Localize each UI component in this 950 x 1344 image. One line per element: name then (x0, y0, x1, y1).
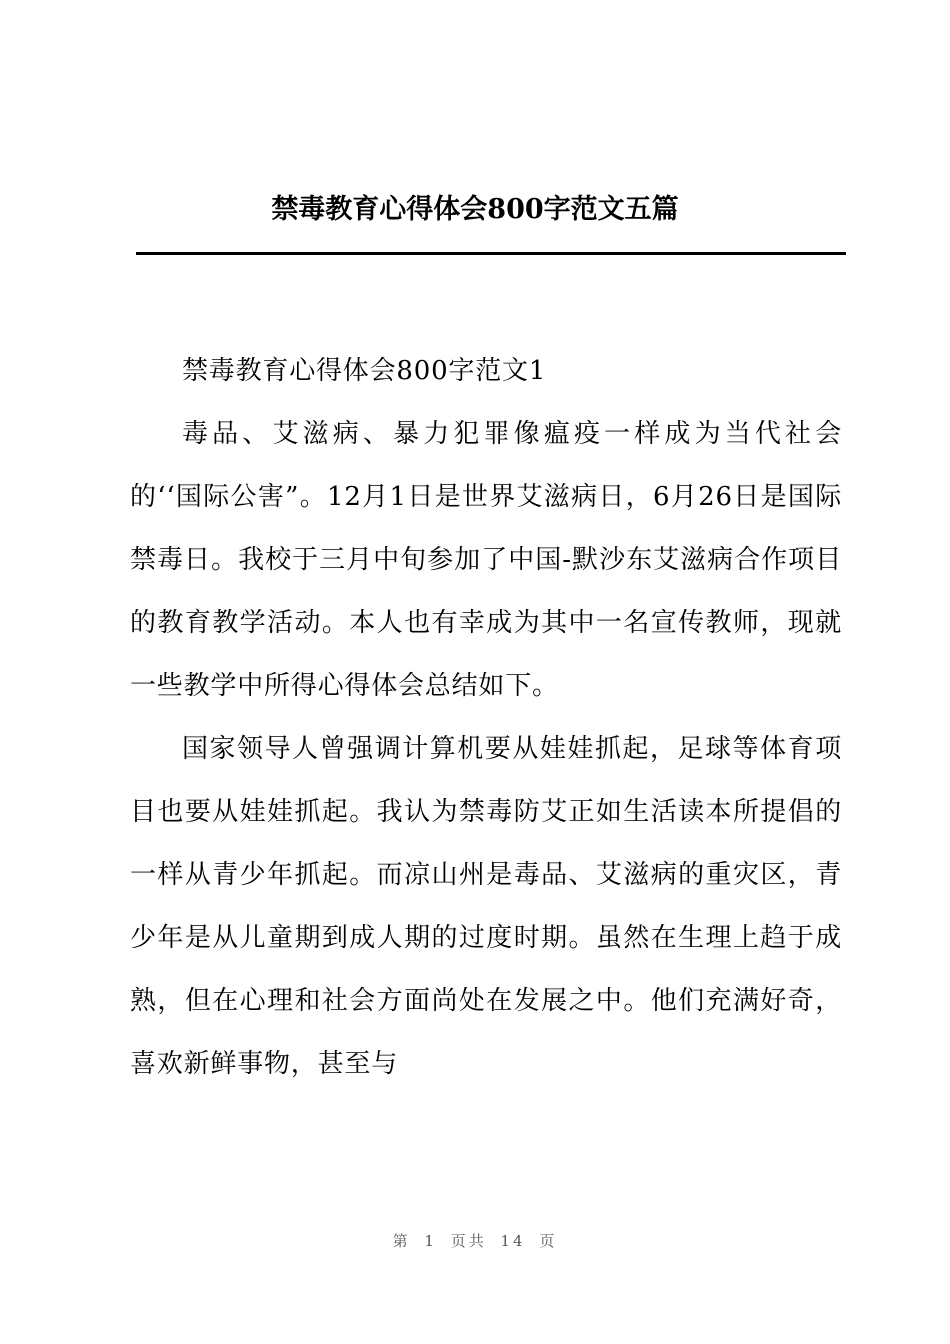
article-body (130, 340, 842, 1096)
page-number-footer: 第 1 页共 14 页 (392, 1232, 558, 1250)
section-heading: 禁毒教育心得体会800字范文1 (182, 356, 547, 386)
paragraph-1: 毒品、艾滋病、暴力犯罪像瘟疫一样成为当代社会的‘‘国际公害”。12月1日是世界艾滋病日，6月26日是国际禁毒日。我校于三月中旬参加了中国-默沙东艾滋病合作项目的教育教学活动。本人也有幸成为其中一名宣传教师，现就一些教学中所得心得体会总结如下。 (130, 419, 842, 701)
paragraph-2: 国家领导人曾强调计算机要从娃娃抓起，足球等体育项目也要从娃娃抓起。我认为禁毒防艾正如生活读本所提倡的一样从青少年抓起。而凉山州是毒品、艾滋病的重灾区，青少年是从儿童期到成人期的过度时期。虽然在生理上趋于成熟，但在心理和社会方面尚处在发展之中。他们充满好奇，喜欢新鲜事物，甚至与 (130, 734, 842, 1079)
title-underline (136, 252, 846, 255)
document-title: 禁毒教育心得体会800字范文五篇 (271, 194, 679, 225)
